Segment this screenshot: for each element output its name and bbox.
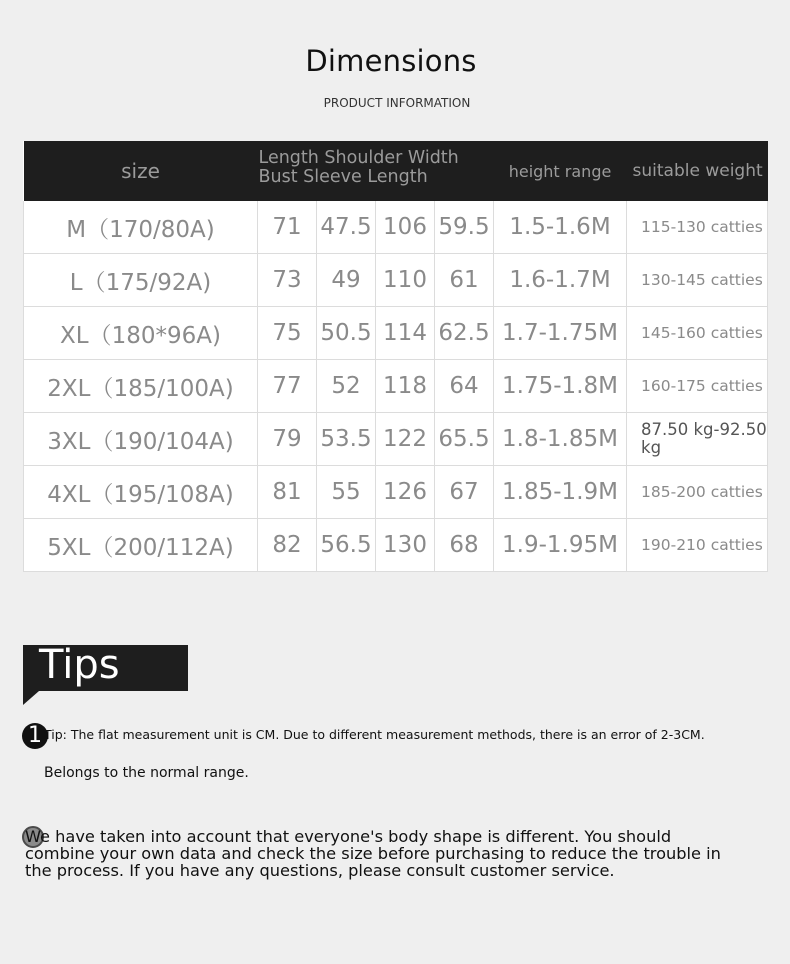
- column-header-height: height range: [494, 141, 627, 201]
- tips-heading: Tips: [39, 642, 120, 688]
- sleeve-cell: 65.5: [435, 413, 494, 466]
- size-cell: 2XL（185/100A): [24, 360, 258, 413]
- height-cell: 1.85-1.9M: [494, 466, 627, 519]
- sleeve-cell: 61: [435, 254, 494, 307]
- table-row: [24, 519, 768, 572]
- bust-cell: 122: [376, 413, 435, 466]
- sleeve-cell: 64: [435, 360, 494, 413]
- table-row: [24, 466, 768, 519]
- height-cell: 1.8-1.85M: [494, 413, 627, 466]
- tip-text-line1: Tip: The flat measurement unit is CM. Due to different measurement methods, there is an error of 2-3CM.: [44, 727, 705, 742]
- size-cell: M（170/80A): [24, 201, 258, 254]
- column-header-measurements: Length Shoulder Width Bust Sleeve Length: [258, 141, 494, 201]
- shoulder-cell: 47.5: [317, 201, 376, 254]
- sleeve-cell: 62.5: [435, 307, 494, 360]
- weight-cell: 87.50 kg-92.50 kg: [627, 413, 768, 466]
- shoulder-cell: 53.5: [317, 413, 376, 466]
- weight-cell: 160-175 catties: [627, 360, 768, 413]
- bust-cell: 118: [376, 360, 435, 413]
- height-cell: 1.75-1.8M: [494, 360, 627, 413]
- table-row: [24, 254, 768, 307]
- tip-text-line2: Belongs to the normal range.: [44, 765, 249, 781]
- size-cell: 3XL（190/104A): [24, 413, 258, 466]
- height-cell: 1.5-1.6M: [494, 201, 627, 254]
- length-cell: 75: [258, 307, 317, 360]
- length-cell: 71: [258, 201, 317, 254]
- bust-cell: 106: [376, 201, 435, 254]
- length-cell: 81: [258, 466, 317, 519]
- bust-cell: 130: [376, 519, 435, 572]
- height-cell: 1.9-1.95M: [494, 519, 627, 572]
- length-cell: 82: [258, 519, 317, 572]
- column-header-size: size: [24, 141, 258, 201]
- shoulder-cell: 52: [317, 360, 376, 413]
- table-row: [24, 201, 768, 254]
- size-cell: L（175/92A): [24, 254, 258, 307]
- page-subtitle: PRODUCT INFORMATION: [323, 96, 471, 110]
- length-cell: 73: [258, 254, 317, 307]
- table-header-row: [24, 141, 768, 201]
- column-header-weight: suitable weight: [627, 141, 768, 201]
- length-cell: 79: [258, 413, 317, 466]
- shoulder-cell: 50.5: [317, 307, 376, 360]
- height-cell: 1.6-1.7M: [494, 254, 627, 307]
- weight-cell: 145-160 catties: [627, 307, 768, 360]
- sleeve-cell: 67: [435, 466, 494, 519]
- tip-number-badge: 1: [22, 723, 48, 749]
- sleeve-cell: 59.5: [435, 201, 494, 254]
- shoulder-cell: 55: [317, 466, 376, 519]
- bust-cell: 126: [376, 466, 435, 519]
- tips-banner-tail: [23, 691, 39, 705]
- weight-cell: 130-145 catties: [627, 254, 768, 307]
- weight-cell: 190-210 catties: [627, 519, 768, 572]
- table-row: [24, 413, 768, 466]
- page-title: Dimensions: [305, 44, 477, 78]
- bust-cell: 114: [376, 307, 435, 360]
- table-row: [24, 307, 768, 360]
- weight-cell: 115-130 catties: [627, 201, 768, 254]
- size-cell: 4XL（195/108A): [24, 466, 258, 519]
- size-chart-table: [23, 141, 768, 572]
- size-cell: 5XL（200/112A): [24, 519, 258, 572]
- table-row: [24, 360, 768, 413]
- bust-cell: 110: [376, 254, 435, 307]
- length-cell: 77: [258, 360, 317, 413]
- height-cell: 1.7-1.75M: [494, 307, 627, 360]
- shoulder-cell: 56.5: [317, 519, 376, 572]
- weight-cell: 185-200 catties: [627, 466, 768, 519]
- note-text: We have taken into account that everyone's body shape is different. You should combine your own data and check the size before purchasing to reduce the trouble in the process. If you have any questions, please consult customer service.: [25, 827, 721, 880]
- size-cell: XL（180*96A): [24, 307, 258, 360]
- sleeve-cell: 68: [435, 519, 494, 572]
- shoulder-cell: 49: [317, 254, 376, 307]
